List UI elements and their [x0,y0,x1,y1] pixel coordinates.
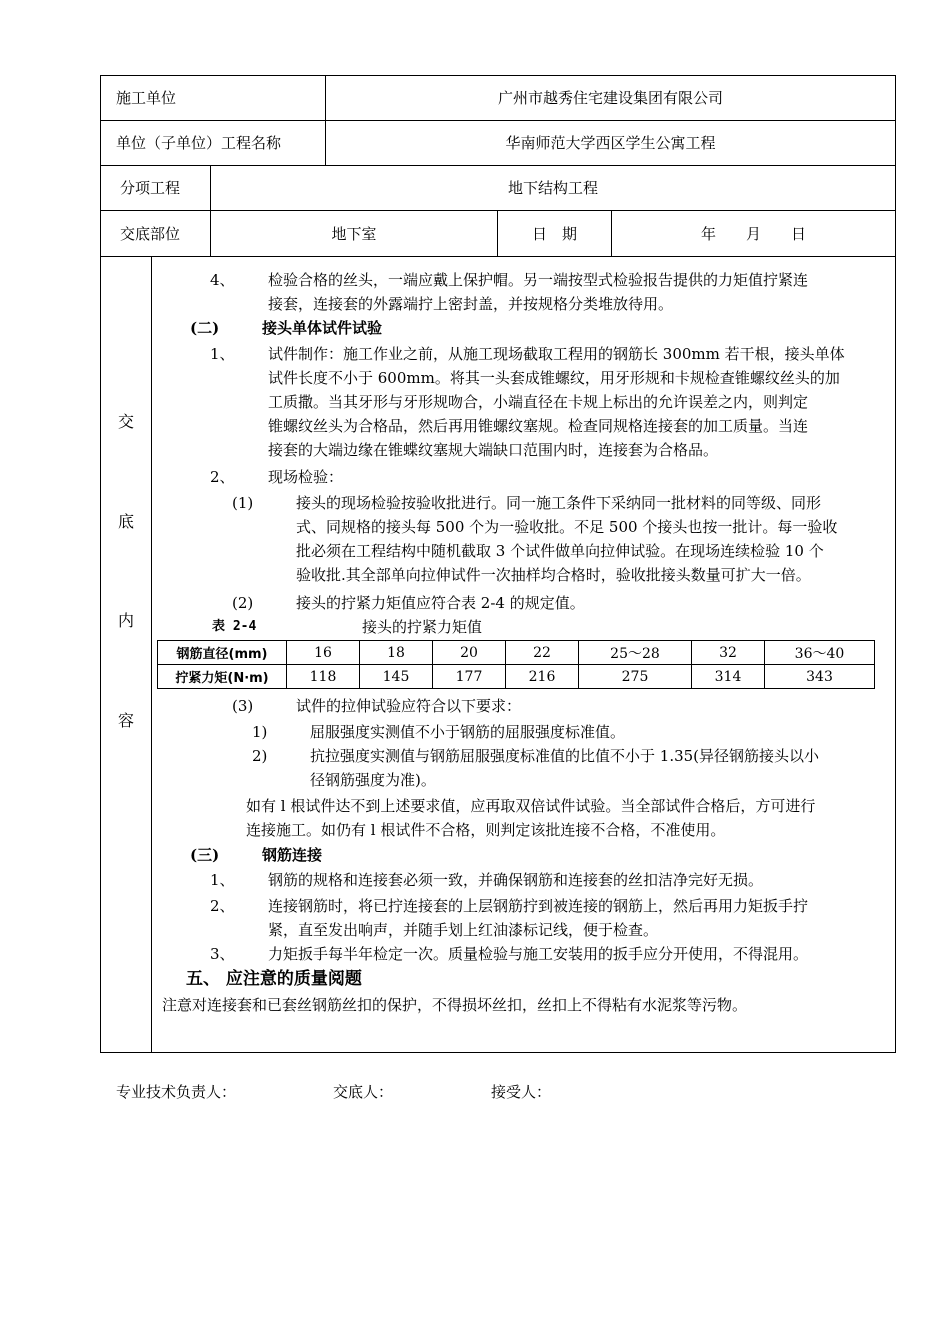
table-cell: 25～28 [579,641,692,665]
side-label-char: 内 [117,611,134,630]
table-number: 表 2-4 [212,619,257,634]
construction-unit-label: 施工单位 [116,89,177,107]
table-cell: 32 [692,641,765,665]
paragraph-line: 钢筋的规格和连接套必须一致，并确保钢筋和连接套的丝扣洁净完好无损。 [268,871,764,889]
paragraph-line: 力矩扳手每半年检定一次。质量检验与施工安装用的扳手应分开使用，不得混用。 [268,945,809,963]
tech-lead-signature-label: 专业技术负责人： [116,1083,237,1101]
table-cell: 16 [287,641,360,665]
section-title: 接头单体试件试验 [262,319,383,337]
table-cell: 18 [360,641,433,665]
frame-right [895,75,896,1053]
sub-item-number: (3) [232,697,254,715]
table-cell: 314 [692,665,765,689]
table-header-cell: 钢筋直径(mm) [158,641,287,665]
disclosure-location-value: 地下室 [331,225,377,243]
paragraph-line: 屈服强度实测值不小于钢筋的屈服强度标准值。 [310,723,626,741]
requirement-number: 2) [252,747,268,765]
paragraph-line: 接套，连接套的外露端拧上密封盖，并按规格分类堆放待用。 [268,295,674,313]
side-label-char: 底 [117,512,134,531]
item-number: 1、 [210,871,235,889]
side-label-char: 交 [117,412,134,431]
requirement-number: 1) [252,723,268,741]
paragraph-line: 注意对连接套和已套丝钢筋丝扣的保护，不得损坏丝扣，丝扣上不得粘有水泥浆等污物。 [162,996,748,1014]
sub-item-number: (1) [232,494,254,512]
paragraph-line: 试件长度不小于 600mm。将其一头套成锥螺纹，用牙形规和卡规检查锥螺纹丝头的加 [268,369,840,387]
table-cell: 145 [360,665,433,689]
table-row [158,641,875,665]
sub-project-label: 分项工程 [120,179,181,197]
paragraph-line: 锥螺纹丝头为合格品，然后再用锥螺纹塞规。检查同规格连接套的加工质量。当连 [268,417,809,435]
row-divider [100,165,896,166]
table-cell: 36～40 [765,641,875,665]
item-title: 现场检验： [268,468,344,486]
table-cell: 20 [433,641,506,665]
paragraph-line: 接套的大端边缘在锥蝶纹塞规大端缺口范围内时，连接套为合格品。 [268,441,719,459]
table-cell: 22 [506,641,579,665]
project-name-value: 华南师范大学西区学生公寓工程 [505,134,716,152]
paragraph-line: 工质撒。当其牙形与牙形规吻合，小端直径在卡规上标出的允许误差之内，则判定 [268,393,809,411]
table-cell: 118 [287,665,360,689]
paragraph-line: 连接钢筋时，将已拧连接套的上层钢筋拧到被连接的钢筋上，然后再用力矩扳手拧 [268,897,809,915]
item-number: 2、 [210,897,235,915]
row-divider [100,256,896,257]
item-number: 4、 [210,271,235,289]
sub-item-number: (2) [232,594,254,612]
disclosure-location-label: 交底部位 [120,225,181,243]
torque-table [157,640,875,689]
paragraph-line: 连接施工。如仍有 l 根试件不合格，则判定该批连接不合格，不准使用。 [246,821,726,839]
row-divider [100,120,896,121]
row-divider [100,210,896,211]
item-number: 3、 [210,945,235,963]
paragraph-line: 检验合格的丝头，一端应戴上保护帽。另一端按型式检验报告提供的力矩值拧紧连 [268,271,809,289]
construction-unit-value: 广州市越秀住宅建设集团有限公司 [497,89,723,107]
paragraph-line: 试件制作：施工作业之前，从施工现场截取工程用的钢筋长 300mm 若干根，接头单体 [268,345,845,363]
paragraph-line: 批必须在工程结构中随机截取 3 个试件做单向拉伸试验。在现场连续检验 10 个 [296,542,824,560]
table-header-cell: 拧紧力矩(N·m) [158,665,287,689]
paragraph-line: 式、同规格的接头每 500 个为一验收批。不足 500 个接头也按一批计。每一验收 [296,518,838,536]
project-name-label: 单位（子单位）工程名称 [116,134,282,152]
table-cell: 275 [579,665,692,689]
table-row [158,665,875,689]
paragraph-line: 紧，直至发出响声，并随手划上红油漆标记线，便于检查。 [268,921,659,939]
item-number: 1、 [210,345,235,363]
paragraph-line: 径钢筋强度为准)。 [310,771,436,789]
item-number: 2、 [210,468,235,486]
frame-left [100,75,101,1053]
frame-bottom [100,1052,896,1053]
table-title: 接头的拧紧力矩值 [362,618,483,636]
section-number: (三) [190,846,220,864]
content-side-divider [151,256,152,1053]
discloser-signature-label: 交底人： [333,1083,394,1101]
table-cell: 343 [765,665,875,689]
paragraph-line: 抗拉强度实测值与钢筋屈服强度标准值的比值不小于 1.35(异径钢筋接头以小 [310,747,820,765]
table-cell: 216 [506,665,579,689]
section-heading: 五、 应注意的质量阅题 [186,969,362,989]
side-label-char: 容 [117,711,134,730]
paragraph-line: 验收批.其全部单向拉伸试件一次抽样均合格时，验收批接头数量可扩大一倍。 [296,566,811,584]
frame-top [100,75,896,76]
receiver-signature-label: 接受人： [491,1083,552,1101]
sub-project-value: 地下结构工程 [507,179,598,197]
section-number: (二) [190,319,220,337]
paragraph-line: 接头的现场检验按验收批进行。同一施工条件下采纳同一批材料的同等级、同形 [296,494,822,512]
paragraph-line: 试件的拉伸试验应符合以下要求： [296,697,522,715]
date-label: 日 期 [531,225,577,243]
paragraph-line: 接头的拧紧力矩值应符合表 2-4 的规定值。 [296,594,585,612]
paragraph-line: 如有 l 根试件达不到上述要求值，应再取双倍试件试验。当全部试件合格后，方可进行 [246,797,816,815]
table-cell: 177 [433,665,506,689]
section-title: 钢筋连接 [262,846,323,864]
date-value: 年 月 日 [700,225,806,243]
